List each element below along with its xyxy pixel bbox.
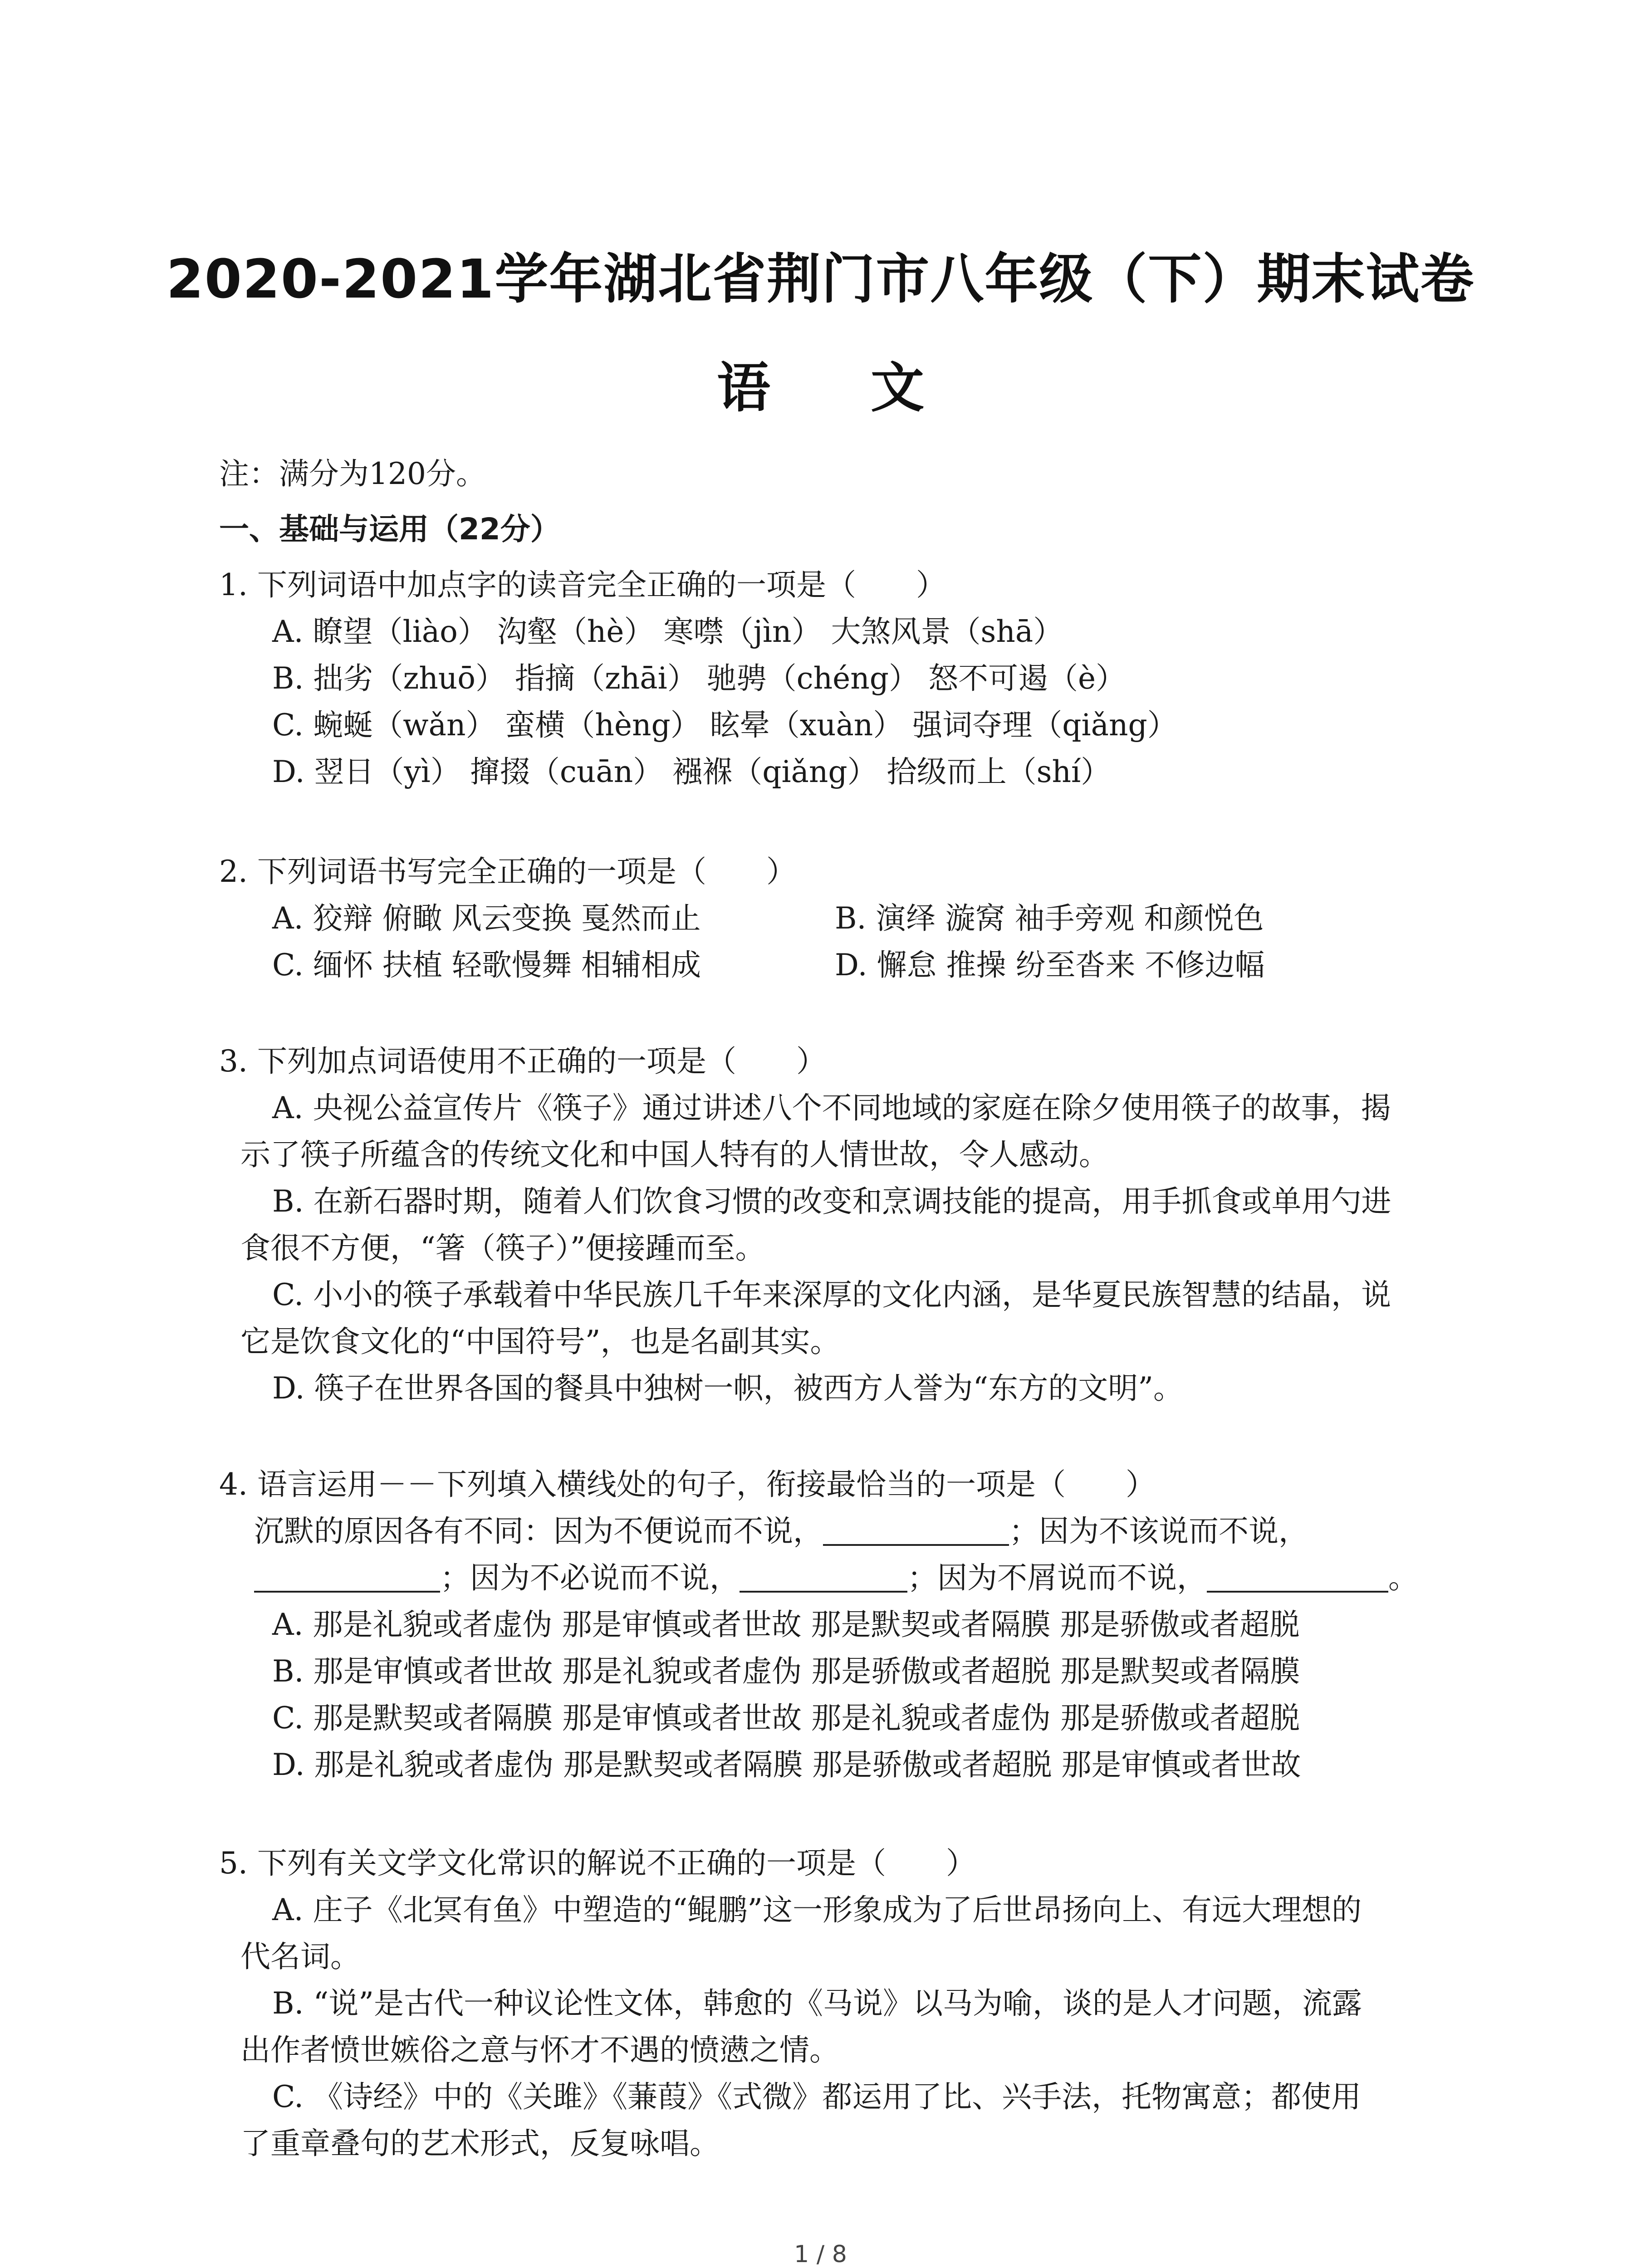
question-2-option-b: B. 演绎 漩窝 袖手旁观 和颜悦色	[835, 901, 1264, 936]
question-2-stem: 2. 下列词语书写完全正确的一项是（ ）	[219, 854, 796, 889]
question-3-option-b-line1: B. 在新石器时期，随着人们饮食习惯的改变和烹调技能的提高，用手抓食或单用勺进	[272, 1184, 1391, 1219]
question-3-option-d: D. 筷子在世界各国的餐具中独树一帜，被西方人誉为“东方的文明”。	[272, 1371, 1184, 1406]
section-heading: 一、基础与运用（22分）	[219, 512, 560, 547]
question-2-option-a: A. 狡辩 俯瞰 风云变换 戛然而止	[272, 901, 701, 936]
question-5-option-a-line2: 代名词。	[240, 1939, 360, 1974]
score-note: 注：满分为120分。	[219, 456, 486, 491]
subject-title: 语 文	[716, 357, 965, 419]
answer-blank-1	[823, 1511, 1009, 1546]
passage-text: 。	[1388, 1560, 1418, 1595]
question-3-option-c-line1: C. 小小的筷子承载着中华民族几千年来深厚的文化内涵，是华夏民族智慧的结晶，说	[272, 1277, 1391, 1312]
question-3-stem: 3. 下列加点词语使用不正确的一项是（ ）	[219, 1044, 826, 1079]
question-5-option-c-line2: 了重章叠句的艺术形式，反复咏唱。	[240, 2126, 720, 2161]
answer-blank-2	[254, 1558, 440, 1593]
question-4-passage-line2	[254, 1555, 1418, 1601]
question-1-option-a: A. 瞭望（liào） 沟壑（hè） 寒噤（jìn） 大煞风景（shā）	[272, 614, 1063, 649]
question-4-option-c: C. 那是默契或者隔膜 那是审慎或者世故 那是礼貌或者虚伪 那是骄傲或者超脱	[272, 1701, 1300, 1735]
question-1-option-c: C. 蜿蜒（wǎn） 蛮横（hèng） 眩晕（xuàn） 强词夺理（qiǎng）	[272, 708, 1177, 743]
answer-blank-3	[740, 1558, 907, 1593]
question-1-stem: 1. 下列词语中加点字的读音完全正确的一项是（ ）	[219, 567, 946, 602]
question-4-option-d: D. 那是礼貌或者虚伪 那是默契或者隔膜 那是骄傲或者超脱 那是审慎或者世故	[272, 1747, 1301, 1782]
question-4-option-a: A. 那是礼貌或者虚伪 那是审慎或者世故 那是默契或者隔膜 那是骄傲或者超脱	[272, 1607, 1300, 1642]
answer-blank-4	[1207, 1558, 1388, 1593]
exam-title: 2020-2021学年湖北省荆门市八年级（下）期末试卷	[166, 248, 1475, 310]
question-2-option-d: D. 懈怠 推操 纷至沓来 不修边幅	[835, 948, 1265, 982]
question-3-option-a-line1: A. 央视公益宣传片《筷子》通过讲述八个不同地域的家庭在除夕使用筷子的故事，揭	[272, 1090, 1391, 1125]
question-5-option-b-line1: B. “说”是古代一种议论性文体，韩愈的《马说》以马为喻，谈的是人才问题，流露	[272, 1986, 1362, 2021]
passage-text: ；因为不必说而不说，	[440, 1560, 740, 1595]
question-5-stem: 5. 下列有关文学文化常识的解说不正确的一项是（ ）	[219, 1846, 976, 1881]
question-4-option-b: B. 那是审慎或者世故 那是礼貌或者虚伪 那是骄傲或者超脱 那是默契或者隔膜	[272, 1654, 1300, 1689]
question-1-option-b: B. 拙劣（zhuō） 指摘（zhāi） 驰骋（chéng） 怒不可遏（è）	[272, 661, 1126, 696]
question-2-option-c: C. 缅怀 扶植 轻歌慢舞 相辅相成	[272, 948, 701, 982]
question-3-option-a-line2: 示了筷子所蕴含的传统文化和中国人特有的人情世故，令人感动。	[240, 1137, 1109, 1172]
question-4-passage-line1	[254, 1509, 1308, 1554]
passage-text: 沉默的原因各有不同：因为不便说而不说，	[254, 1514, 823, 1549]
question-5-option-a-line1: A. 庄子《北冥有鱼》中塑造的“鲲鹏”这一形象成为了后世昂扬向上、有远大理想的	[272, 1892, 1362, 1927]
passage-text: ；因为不屑说而不说，	[907, 1560, 1207, 1595]
question-5-option-c-line1: C. 《诗经》中的《关雎》《蒹葭》《式微》都运用了比、兴手法，托物寓意；都使用	[272, 2079, 1362, 2114]
page-number: 1 / 8	[794, 2241, 847, 2268]
question-1-option-d: D. 翌日（yì） 撺掇（cuān） 襁褓（qiǎng） 拾级而上（shí）	[272, 754, 1111, 789]
question-4-stem: 4. 语言运用－－下列填入横线处的句子，衔接最恰当的一项是（ ）	[219, 1467, 1156, 1502]
question-3-option-b-line2: 食很不方便，“箸（筷子）”便接踵而至。	[240, 1231, 765, 1266]
question-5-option-b-line2: 出作者愤世嫉俗之意与怀才不遇的愤懑之情。	[240, 2033, 839, 2068]
question-3-option-c-line2: 它是饮食文化的“中国符号”，也是名副其实。	[240, 1324, 840, 1359]
passage-text: ；因为不该说而不说，	[1009, 1514, 1308, 1549]
